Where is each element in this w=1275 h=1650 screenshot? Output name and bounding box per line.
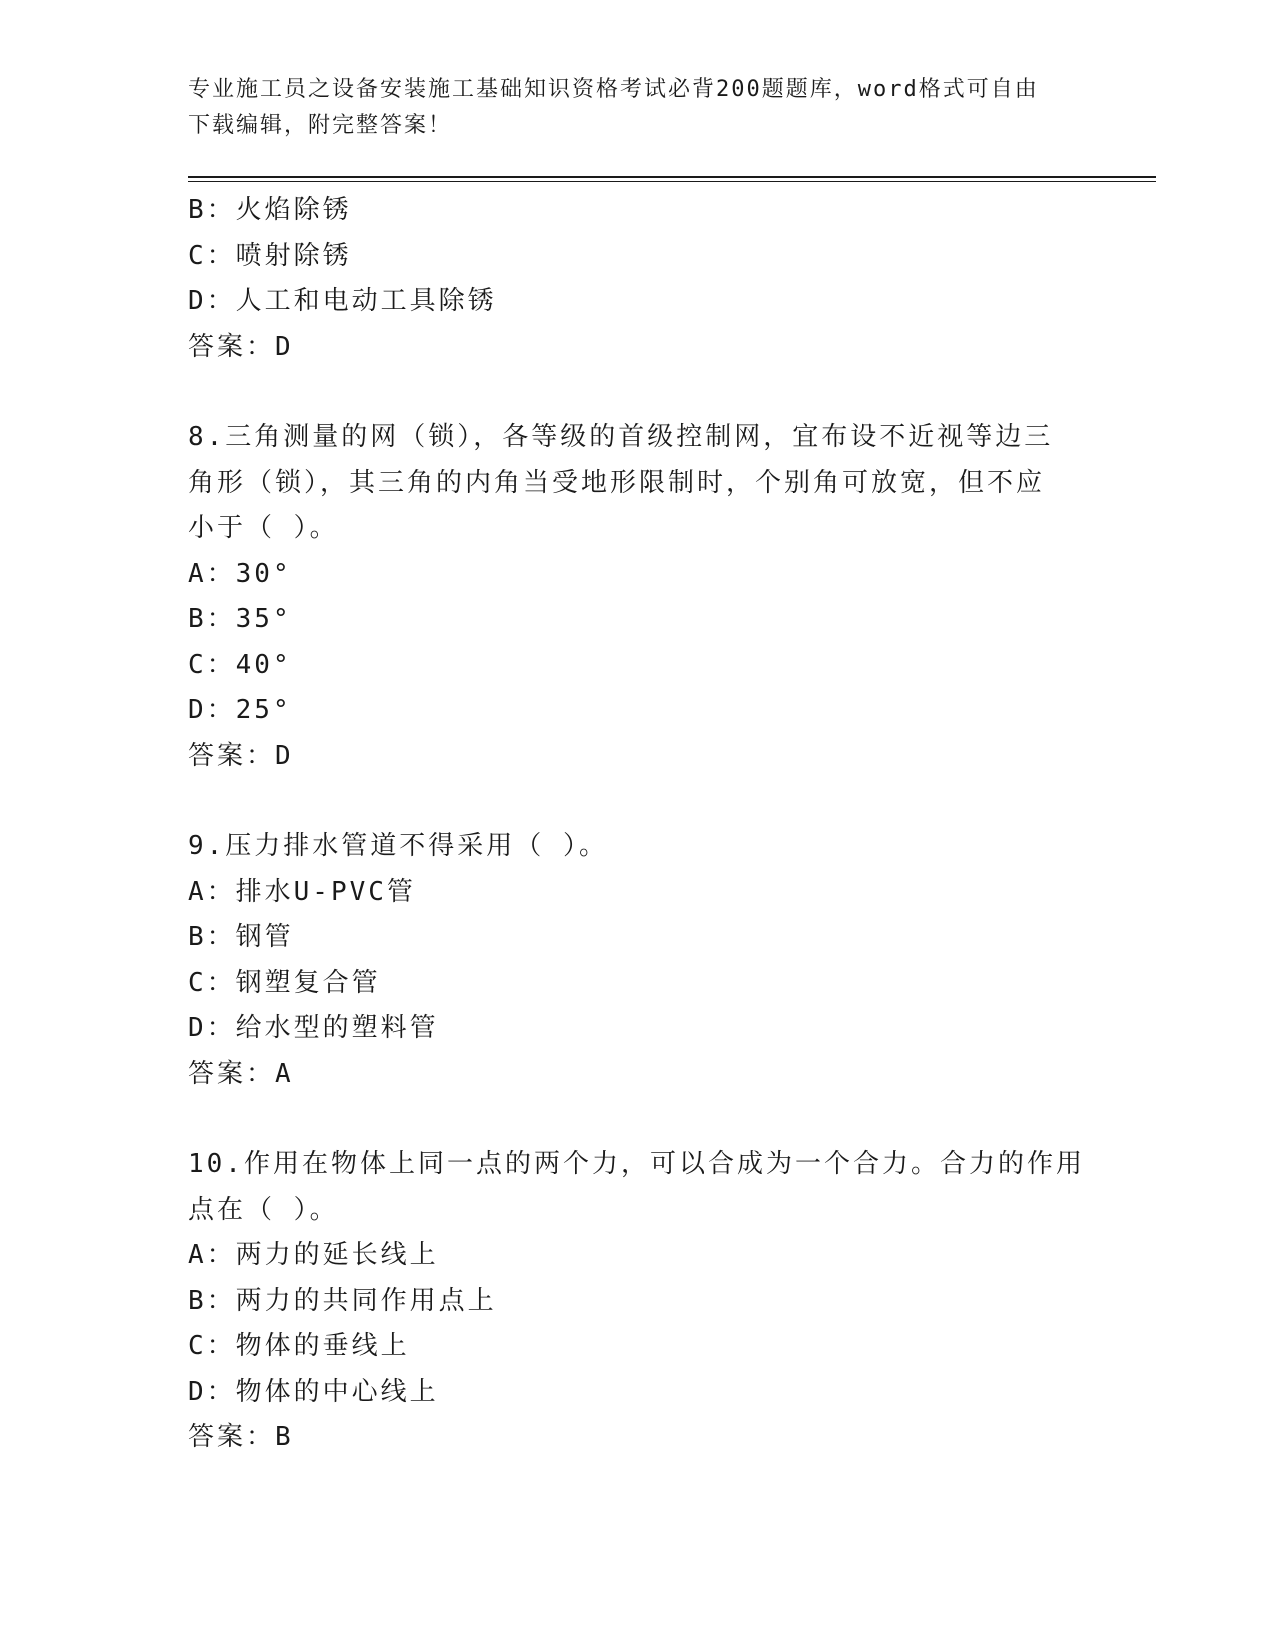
question-list — [188, 188, 1088, 1461]
option-d: D：人工和电动工具除锈 — [188, 286, 497, 316]
answer-line: 答案：D — [188, 331, 294, 362]
option-b: B：两力的共同作用点上 — [188, 1285, 497, 1316]
option-c: C：物体的垂线上 — [188, 1331, 410, 1361]
question-7-tail — [188, 188, 1088, 370]
question-10 — [188, 1142, 1088, 1461]
option-d: D：物体的中心线上 — [188, 1376, 439, 1407]
option-a: A：30° — [188, 558, 292, 589]
header-line-2: 下载编辑，附完整答案！ — [188, 113, 453, 138]
question-stem-line: 10.作用在物体上同一点的两个力，可以合成为一个合力。合力的作用 — [188, 1149, 1085, 1179]
option-a: A：两力的延长线上 — [188, 1240, 439, 1270]
spacer — [188, 779, 1088, 824]
question-stem — [188, 1142, 1088, 1233]
option-a: A：排水U-PVC管 — [188, 876, 416, 907]
option-d: D：给水型的塑料管 — [188, 1013, 439, 1043]
header-line-1: 专业施工员之设备安装施工基础知识资格考试必背200题题库，word格式可自由 — [188, 77, 1039, 102]
question-9 — [188, 824, 1088, 1097]
header-divider-thin — [188, 181, 1156, 182]
question-stem-line: 点在（ ）。 — [188, 1194, 339, 1225]
header-divider-thick — [188, 176, 1156, 178]
question-stem-line: 9.压力排水管道不得采用（ ）。 — [188, 831, 608, 861]
spacer — [188, 1097, 1088, 1142]
option-c: C：喷射除锈 — [188, 240, 352, 271]
option-d: D：25° — [188, 695, 292, 725]
option-c: C：钢塑复合管 — [188, 967, 381, 998]
question-stem-line: 小于（ ）。 — [188, 513, 339, 543]
spacer — [188, 370, 1088, 415]
answer-line: 答案：A — [188, 1058, 294, 1089]
question-stem — [188, 415, 1088, 552]
answer-line: 答案：B — [188, 1422, 294, 1452]
option-b: B：35° — [188, 604, 292, 634]
question-8 — [188, 415, 1088, 779]
question-stem-line: 8.三角测量的网（锁），各等级的首级控制网，宜布设不近视等边三 — [188, 422, 1054, 452]
option-c: C：40° — [188, 649, 292, 680]
document-header — [188, 72, 1068, 144]
option-b: B：钢管 — [188, 922, 294, 952]
option-b: B：火焰除锈 — [188, 195, 352, 225]
answer-line: 答案：D — [188, 740, 294, 771]
question-stem-line: 角形（锁），其三角的内角当受地形限制时，个别角可放宽，但不应 — [188, 467, 1046, 498]
question-stem — [188, 824, 1088, 870]
